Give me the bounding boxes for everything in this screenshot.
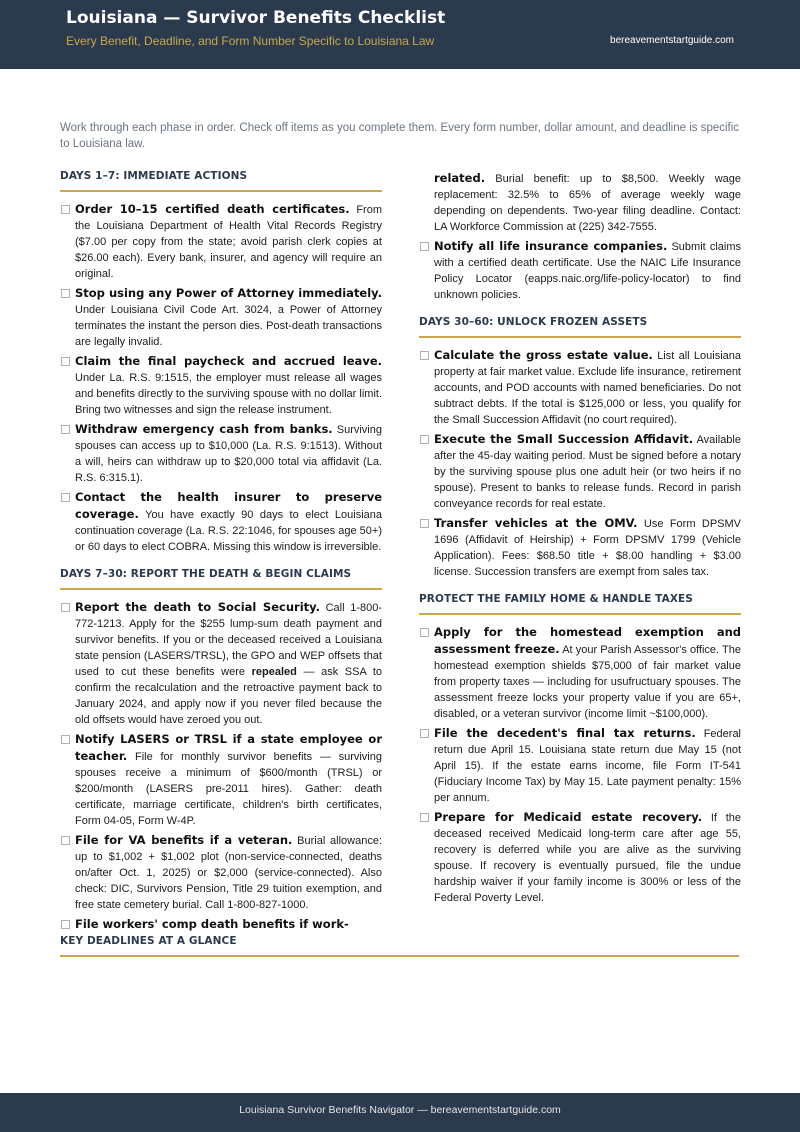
item-text: Use Form DPSMV 1696 (Affidavit of Heirship) + Form DPSMV 1799 (Vehicle Application). Fees: $68.50 title + $8.00 handling + $3.00 license. Succession transfers are exempt from sales tax.	[434, 518, 742, 578]
item-lead: Prepare for Medicaid estate recovery.	[434, 810, 703, 824]
checklist-item-continued	[419, 170, 741, 235]
item-lead: Withdraw emergency cash from banks.	[75, 422, 333, 436]
item-text: Submit claims with a certified death certificate. Use the NAIC Life Insurance Policy Locator (eapps.naic.org/life-policy-locator) to find unknown policies.	[434, 241, 741, 301]
checkbox[interactable]	[61, 735, 70, 744]
checklist-item	[60, 731, 382, 829]
header-site-link[interactable]: bereavementstartguide.com	[610, 35, 734, 46]
item-lead: File the decedent's final tax returns.	[434, 726, 696, 740]
checkbox[interactable]	[61, 920, 70, 929]
checklist-item	[60, 489, 382, 555]
intro-text: Work through each phase in order. Check off items as you complete them. Every form number, dollar amount, and deadline is specific to Louisiana law.	[60, 122, 740, 150]
checklist-item	[60, 421, 382, 486]
checkbox[interactable]	[420, 519, 429, 528]
item-lead: Calculate the gross estate value.	[434, 348, 653, 362]
page-footer: Louisiana Survivor Benefits Navigator — bereavementstartguide.com	[0, 1093, 800, 1132]
item-lead: Execute the Small Succession Affidavit.	[434, 432, 694, 446]
item-lead: Contact the health insurer to preserve coverage.	[75, 490, 382, 521]
item-lead: Claim the final paycheck and accrued leave.	[75, 354, 382, 368]
item-text: Surviving spouses can access up to $10,000 (La. R.S. 9:1513). Without a will, heirs can withdraw up to $20,000 total via affidavit (La. R.S. 6:315.1).	[75, 424, 382, 484]
item-text: Under Louisiana Civil Code Art. 3024, a Power of Attorney terminates the instant the person dies. Post-death transactions are legally invalid.	[75, 304, 382, 348]
checkbox[interactable]	[420, 435, 429, 444]
checkbox[interactable]	[420, 351, 429, 360]
page-title: Louisiana — Survivor Benefits Checklist	[66, 8, 446, 28]
item-text: File for monthly survivor benefits — surviving spouses receive a minimum of $600/month (TRSL) or $200/month (LASERS pre-2011 hires). Gather: death certificate, marriage certificate, children's birth certificates, Form 04-05, Form W-4P.	[75, 751, 382, 827]
checklist-item	[419, 347, 741, 428]
checkbox[interactable]	[420, 242, 429, 251]
item-text: List all Louisiana property at fair market value. Exclude life insurance, retirement accounts, and POD accounts with named beneficiaries. Do not subtract debts. If the total is $125,000 or less, you qualify for the Small Succession Affidavit (no court required).	[434, 350, 742, 426]
item-text: Burial allowance: up to $1,002 + $1,002 plot (non-service-connected, deaths on/after Oct. 1, 2025) or $2,000 (service-connected). Also check: DIC, Survivors Pension, Title 29 tuition exemption, and free state cemetery burial. Call 1-800-827-1000.	[75, 835, 383, 911]
checkbox[interactable]	[61, 357, 70, 366]
checkbox[interactable]	[61, 205, 70, 214]
section-title-claims: DAYS 7–30: REPORT THE DEATH & BEGIN CLAIMS	[60, 568, 382, 590]
checkbox[interactable]	[61, 603, 70, 612]
checkbox[interactable]	[61, 836, 70, 845]
item-lead: File for VA benefits if a veteran.	[75, 833, 293, 847]
checkbox[interactable]	[420, 813, 429, 822]
checklist-item	[60, 201, 382, 282]
checkbox[interactable]	[61, 493, 70, 502]
checklist-item	[60, 353, 382, 418]
right-column	[419, 170, 741, 909]
section-title-deadlines: KEY DEADLINES AT A GLANCE	[60, 935, 739, 957]
checklist-item	[419, 515, 741, 580]
item-lead: Notify LASERS or TRSL if a state employee or teacher.	[75, 732, 382, 763]
item-lead: Notify all life insurance companies.	[434, 239, 668, 253]
section-title-home: PROTECT THE FAMILY HOME & HANDLE TAXES	[419, 593, 741, 615]
deadlines-section	[60, 935, 739, 966]
item-text: At your Parish Assessor's office. The homestead exemption shields $75,000 of fair market value from property taxes — including for usufructuary spouses. The assessment freeze locks your property value if you are 65+, disabled, or a veteran survivor (income limit ~$100,000).	[434, 644, 742, 720]
item-text: If the deceased received Medicaid long-term care after age 55, recovery is deferred while you are alive as the surviving spouse. If recovery is eventually pursued, file the undue hardship waiver if your family income is 300% or less of the Federal Poverty Level.	[434, 812, 741, 904]
item-lead: File workers' comp death benefits if work-	[75, 917, 349, 931]
checklist-item	[419, 624, 741, 722]
item-text: Under La. R.S. 9:1515, the employer must release all wages and benefits directly to the surviving spouse with no dollar limit. Bring two witnesses and sign the release instrument.	[75, 372, 382, 416]
checklist-item	[419, 431, 741, 512]
checkbox[interactable]	[420, 628, 429, 637]
item-text: Call 1-800-772-1213. Apply for the $255 lump-sum death payment and survivor benefits. If you or the deceased received a Louisiana state pension (LASERS/TRSL), the GPO and WEP offsets that used to cut these benefits were	[75, 602, 383, 678]
checklist-item	[419, 238, 741, 303]
item-text: Federal return due April 15. Louisiana state return due May 15 (not April 15). If the estate earns income, file Form IT-541 (Fiduciary Income Tax) by May 15. Late payment penalty: 15% per annum.	[434, 728, 741, 804]
item-text: Burial benefit: up to $8,500. Weekly wage replacement: 32.5% to 65% of average weekly wage depending on dependents. Two-year filing deadline. Contact: LA Workforce Commission at (225) 342-7555.	[434, 173, 742, 233]
item-lead: Report the death to Social Security.	[75, 600, 320, 614]
item-lead: Apply for the homestead exemption and assessment freeze.	[434, 625, 741, 656]
page-subtitle: Every Benefit, Deadline, and Form Number Specific to Louisiana Law	[66, 34, 435, 48]
item-lead: Stop using any Power of Attorney immediately.	[75, 286, 382, 300]
checkbox[interactable]	[61, 289, 70, 298]
item-lead: related.	[434, 171, 486, 185]
item-lead: Order 10–15 certified death certificates.	[75, 202, 350, 216]
section-title-assets: DAYS 30–60: UNLOCK FROZEN ASSETS	[419, 316, 741, 338]
section-title-immediate: DAYS 1–7: IMMEDIATE ACTIONS	[60, 170, 382, 192]
item-text: You have exactly 90 days to elect Louisiana continuation coverage (La. R.S. 22:1046, for spouses age 50+) or 60 days to elect COBRA. Missing this window is irreversible.	[75, 509, 382, 553]
checklist-item	[60, 285, 382, 350]
checklist-item	[419, 725, 741, 806]
checklist-item	[60, 916, 382, 933]
item-lead: Transfer vehicles at the OMV.	[434, 516, 638, 530]
item-emphasis: repealed	[251, 666, 297, 678]
item-text: Available after the 45-day waiting period. Must be signed before a notary by the surviving spouse plus one adult heir (or two heirs if no spouse). Present to banks to release funds. Record in parish conveyance records for real estate.	[434, 434, 741, 510]
checkbox[interactable]	[420, 729, 429, 738]
checklist-item	[419, 809, 741, 906]
page-header	[0, 0, 800, 69]
left-column	[60, 170, 382, 936]
checklist-item	[60, 832, 382, 913]
item-text: From the Louisiana Department of Health Vital Records Registry ($7.00 per copy from the state; avoid parish clerk copies at $26.00 each). Every bank, insurer, and agency will require an original.	[75, 204, 382, 280]
checkbox[interactable]	[61, 425, 70, 434]
checklist-item	[60, 599, 382, 728]
item-text: — ask SSA to confirm the recalculation and the retroactive payment back to January 2024, and apply now if you never filed because the old offsets would have zeroed you out.	[75, 666, 382, 726]
